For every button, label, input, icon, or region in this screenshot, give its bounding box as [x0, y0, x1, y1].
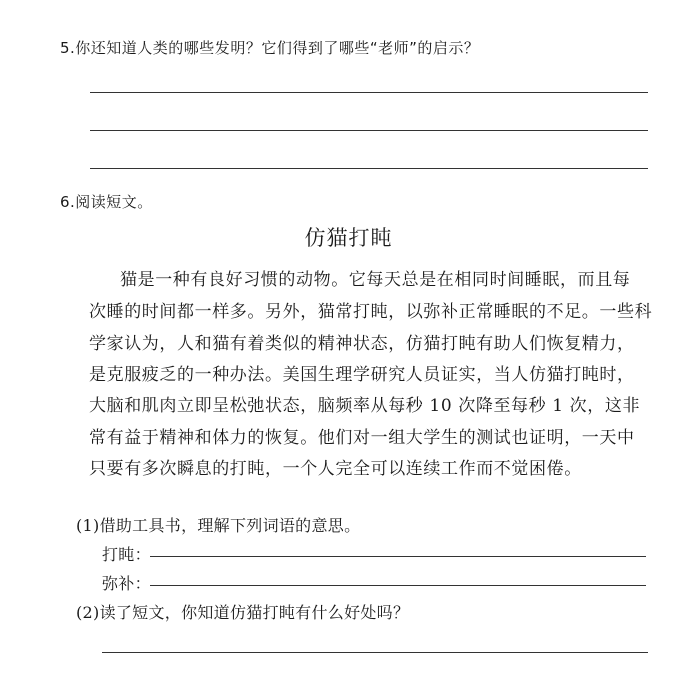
word-label-dadun: 打盹： — [102, 545, 151, 564]
sub-question-2-prompt: (2)读了短文，你知道仿猫打盹有什么好处吗？ — [76, 603, 410, 622]
sub-question-1-prompt: (1)借助工具书，理解下列词语的意思。 — [76, 516, 361, 535]
passage-title: 仿猫打盹 — [304, 226, 393, 250]
passage-line: 大脑和肌肉立即呈松弛状态，脑频率从每秒 10 次降至每秒 1 次，这非 — [89, 396, 641, 416]
passage-line: 学家认为，人和猫有着类似的精神状态，仿猫打盹有助人们恢复精力， — [89, 334, 635, 354]
answer-line[interactable] — [150, 585, 646, 586]
passage-line: 是克服疲乏的一种办法。美国生理学研究人员证实，当人仿猫打盹时， — [89, 365, 635, 385]
answer-line[interactable] — [90, 168, 648, 169]
passage-line: 只要有多次瞬息的打盹，一个人完全可以连续工作而不觉困倦。 — [89, 459, 582, 479]
answer-line[interactable] — [90, 92, 648, 93]
passage-line: 常有益于精神和体力的恢复。他们对一组大学生的测试也证明，一天中 — [89, 428, 635, 448]
passage-line: 猫是一种有良好习惯的动物。它每天总是在相同时间睡眠，而且每 — [120, 270, 631, 290]
answer-line[interactable] — [90, 130, 648, 131]
answer-line[interactable] — [102, 652, 648, 653]
answer-line[interactable] — [150, 556, 646, 557]
question-5-prompt: 5.你还知道人类的哪些发明？它们得到了哪些“老师”的启示？ — [60, 39, 480, 57]
passage-line: 次睡的时间都一样多。另外，猫常打盹，以弥补正常睡眠的不足。一些科 — [89, 302, 653, 322]
word-label-mibu: 弥补： — [102, 574, 151, 593]
question-6-heading: 6.阅读短文。 — [60, 193, 153, 211]
